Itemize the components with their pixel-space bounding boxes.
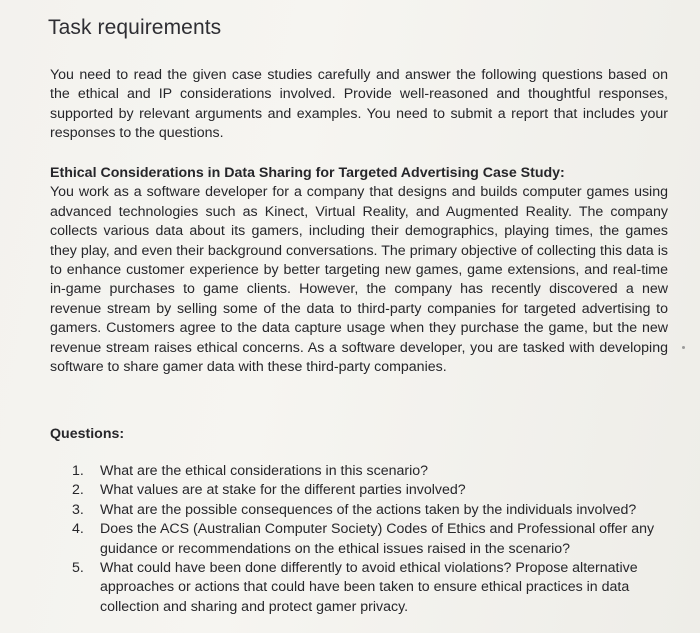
question-item (72, 501, 672, 520)
question-number: 5. (72, 560, 84, 577)
page-speck (682, 346, 685, 349)
question-text: What are the ethical considerations in this scenario? (100, 463, 429, 479)
question-number: 4. (72, 521, 84, 538)
question-item (72, 520, 672, 559)
question-number: 3. (72, 501, 84, 518)
question-text: What values are at stake for the different parties involved? (100, 482, 466, 499)
question-text: What are the possible consequences of the actions taken by the individuals involved? (100, 501, 637, 518)
case-study-heading: Ethical Considerations in Data Sharing for Targeted Advertising Case Study: (50, 165, 565, 181)
page-title: Task requirements (48, 16, 222, 39)
questions-heading: Questions: (50, 426, 125, 442)
question-text: What could have been done differently to avoid ethical violations? Propose alternative approaches or actions that could have been taken to ensure ethical practices in data collection and sharing and protect gamer privacy. (100, 560, 638, 615)
questions-list (72, 462, 672, 617)
question-text: Does the ACS (Australian Computer Society) Codes of Ethics and Professional offer any guidance or recommendations on the ethical issues raised in the scenario? (100, 521, 655, 557)
question-item (72, 462, 672, 481)
case-study-section (50, 164, 668, 377)
case-study-body: You work as a software developer for a company that designs and builds computer games using advanced technologies such as Kinect, Virtual Reality, and Augmented Reality. The company collects various data about its gamers, including their demographics, playing times, the games they play, and even their background conversations. The primary objective of collecting this data is to enhance customer experience by better targeting new games, game extensions, and real-time in-game purchases to game clients. However, the company has recently discovered a new revenue stream by selling some of the data to third-party companies for targeted advertising to gamers. Customers agree to the data capture usage when they purchase the game, but the new revenue stream raises ethical concerns. As a software developer, you are tasked with developing software to share gamer data with these third-party companies. (50, 184, 668, 376)
question-item (72, 559, 672, 617)
intro-paragraph: You need to read the given case studies carefully and answer the following questions based on the ethical and IP considerations involved. Provide well-reasoned and thoughtful responses, supported by relevant arguments and examples. You need to submit a report that includes your responses to the questions. (50, 67, 668, 142)
question-number: 1. (72, 463, 84, 479)
question-item (72, 481, 672, 500)
question-number: 2. (72, 482, 84, 499)
